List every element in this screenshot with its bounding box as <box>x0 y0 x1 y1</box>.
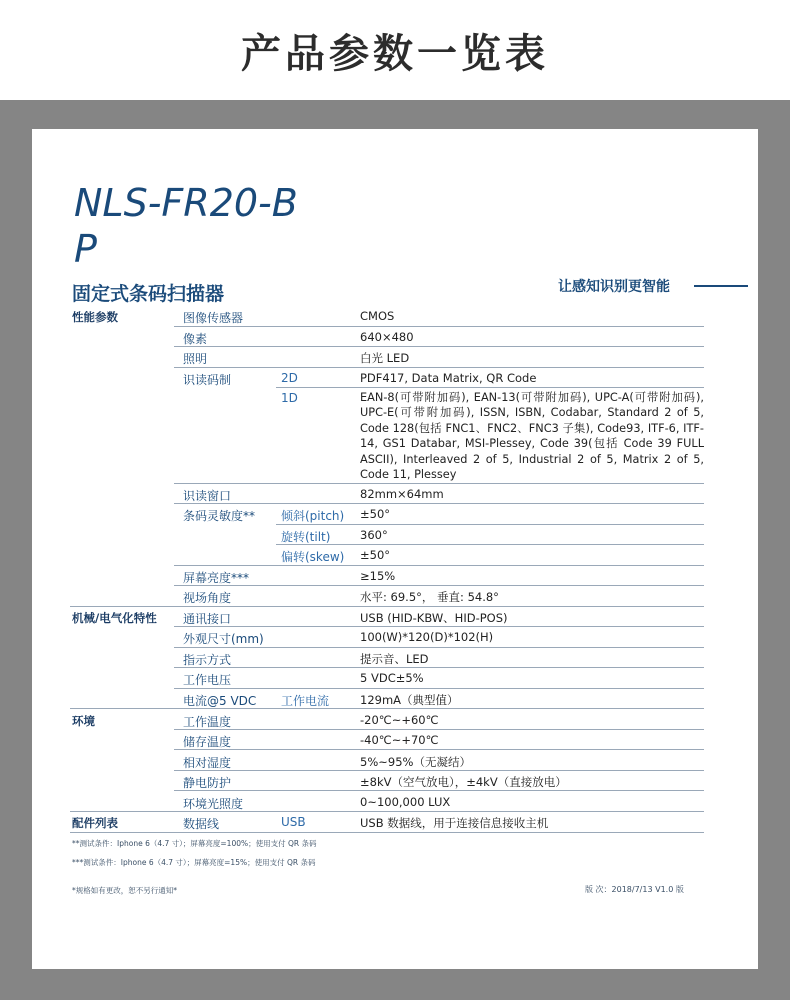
version-info: 版 次：2018/7/13 V1.0 版 <box>585 885 684 894</box>
spec-label-dimensions: 外观尺寸(mm) <box>183 632 264 646</box>
spec-label-window: 识读窗口 <box>183 489 232 503</box>
row-divider <box>174 667 704 668</box>
spec-value-ambient: 0~100,000 LUX <box>360 795 451 809</box>
row-divider <box>174 367 704 368</box>
spec-value-sensor: CMOS <box>360 309 395 323</box>
spec-sublabel-1d: 1D <box>281 391 298 405</box>
spec-value-storage-temp: -40℃~+70℃ <box>360 733 439 747</box>
spec-label-sensitivity: 条码灵敏度** <box>183 509 256 523</box>
tagline: 让感知识别更智能 <box>558 279 670 295</box>
section-mechanical: 机械/电气化特性 <box>72 611 157 625</box>
spec-value-humidity: 5%~95%（无凝结） <box>360 755 471 769</box>
section-divider <box>70 708 704 709</box>
spec-value-cable: USB 数据线，用于连接信息接收主机 <box>360 816 549 830</box>
spec-value-pitch: ±50° <box>360 507 391 521</box>
row-divider <box>174 647 704 648</box>
spec-label-op-temp: 工作温度 <box>183 715 232 729</box>
section-environment: 环境 <box>72 714 95 728</box>
spec-label-esd: 静电防护 <box>183 776 232 790</box>
spec-sublabel-2d: 2D <box>281 371 298 385</box>
spec-value-dimensions: 100(W)*120(D)*102(H) <box>360 630 494 644</box>
spec-label-fov: 视场角度 <box>183 591 232 605</box>
model-name-line2: P <box>74 227 97 271</box>
row-divider <box>174 770 704 771</box>
row-divider <box>276 387 704 388</box>
model-name <box>74 180 304 272</box>
spec-label-interface: 通讯接口 <box>183 612 232 626</box>
spec-value-1d: EAN-8(可带附加码), EAN-13(可带附加码), UPC-A(可带附加码), UPC-E(可带附加码), ISSN, ISBN, Codabar, Standard 2 of 5, Code 128(包括 FNC1、FNC2、FNC3 子集), Code93, ITF-6, ITF-14, GS1 Databar, MSI-Plessey, Code 39(包括 Code 39 FULL ASCII), Interleaved 2 of 5, Industrial 2 of 5, Matrix 2 of 5, Code 11, Plessey <box>360 391 704 482</box>
table-bottom-divider <box>70 832 704 833</box>
footnote-3: *规格如有更改，恕不另行通知* <box>72 886 177 895</box>
model-name-line1: NLS-FR20-B <box>74 181 298 225</box>
spec-sublabel-current: 工作电流 <box>281 694 330 708</box>
spec-sublabel-skew: 偏转(skew) <box>281 550 345 564</box>
spec-value-indicator: 提示音、LED <box>360 652 429 666</box>
spec-value-interface: USB (HID-KBW、HID-POS) <box>360 611 508 625</box>
row-divider <box>174 626 704 627</box>
row-divider <box>174 749 704 750</box>
row-divider <box>276 544 704 545</box>
spec-value-2d: PDF417, Data Matrix, QR Code <box>360 371 537 385</box>
row-divider <box>276 524 704 525</box>
spec-label-brightness: 屏幕亮度*** <box>183 571 250 585</box>
spec-sublabel-tilt: 旋转(tilt) <box>281 530 331 544</box>
spec-value-window: 82mm×64mm <box>360 487 444 501</box>
spec-value-brightness: ≥15% <box>360 569 396 583</box>
product-subtitle: 固定式条码扫描器 <box>72 283 225 305</box>
section-divider <box>70 606 704 607</box>
spec-label-pixels: 像素 <box>183 332 208 346</box>
page-title: 产品参数一览表 <box>241 31 549 77</box>
tagline-divider <box>694 285 748 287</box>
row-divider <box>174 346 704 347</box>
spec-label-current: 电流@5 VDC <box>183 694 257 708</box>
row-divider <box>174 483 704 484</box>
section-performance: 性能参数 <box>72 310 118 324</box>
row-divider <box>174 729 704 730</box>
spec-value-pixels: 640×480 <box>360 330 414 344</box>
section-accessories: 配件列表 <box>72 816 118 830</box>
footnote-1: **测试条件：Iphone 6（4.7 寸）；屏幕亮度=100%；使用支付 QR 条码 <box>72 839 317 848</box>
spec-value-esd: ±8kV（空气放电），±4kV（直接放电） <box>360 775 567 789</box>
row-divider <box>174 503 704 504</box>
spec-label-illumination: 照明 <box>183 352 208 366</box>
footnote-2: ***测试条件：Iphone 6（4.7 寸）；屏幕亮度=15%；使用支付 QR 条码 <box>72 858 316 867</box>
spec-label-indicator: 指示方式 <box>183 653 232 667</box>
row-divider <box>174 790 704 791</box>
spec-label-ambient: 环境光照度 <box>183 797 244 811</box>
row-divider <box>174 326 704 327</box>
spec-value-skew: ±50° <box>360 548 391 562</box>
spec-sublabel-pitch: 倾斜(pitch) <box>281 509 345 523</box>
spec-value-fov: 水平: 69.5°， 垂直: 54.8° <box>360 590 499 604</box>
spec-label-sensor: 图像传感器 <box>183 311 244 325</box>
spec-value-op-temp: -20℃~+60℃ <box>360 713 439 727</box>
spec-label-storage-temp: 储存温度 <box>183 735 232 749</box>
row-divider <box>174 565 704 566</box>
spec-value-current: 129mA（典型值） <box>360 693 459 707</box>
spec-label-cable: 数据线 <box>183 817 220 831</box>
spec-value-voltage: 5 VDC±5% <box>360 671 424 685</box>
section-divider <box>70 811 704 812</box>
spec-value-illumination: 白光 LED <box>360 351 410 365</box>
spec-label-voltage: 工作电压 <box>183 673 232 687</box>
spec-sublabel-cable: USB <box>281 815 306 829</box>
spec-label-humidity: 相对湿度 <box>183 756 232 770</box>
spec-value-tilt: 360° <box>360 528 388 542</box>
spec-label-symbologies: 识读码制 <box>183 373 232 387</box>
row-divider <box>174 688 704 689</box>
row-divider <box>174 585 704 586</box>
